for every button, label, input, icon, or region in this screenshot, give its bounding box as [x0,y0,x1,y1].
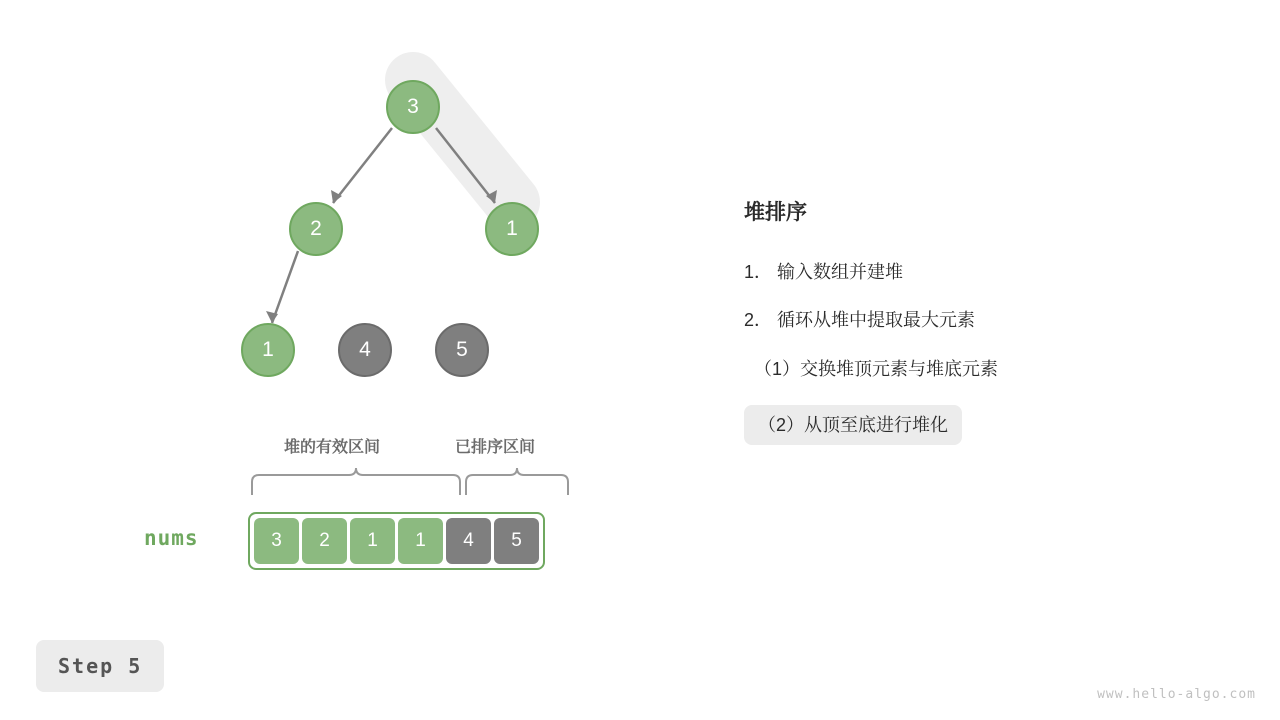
edge-left-leftleft [272,251,298,323]
array-cell [254,518,299,564]
array-name-label: nums [144,526,199,550]
tree-node-3-value: 1 [262,338,274,361]
array-cell [302,518,347,564]
panel-title: 堆排序 [744,201,807,224]
array-cell-value: 1 [367,530,378,551]
edge-root-left [333,128,392,203]
explanation-panel [744,196,1244,445]
tree-node-5-value: 5 [456,338,468,361]
tree-node-4 [338,323,392,377]
tree-node-0-value: 3 [407,95,419,118]
tree-node-3 [241,323,295,377]
panel-step-2-2: （2）从顶至底进行堆化 [744,405,962,445]
tree-node-0 [386,80,440,134]
array-cell [494,518,539,564]
panel-step-1: 1． 输入数组并建堆 [744,262,904,282]
panel-step-2-1: （1）交换堆顶元素与堆底元素 [754,358,999,379]
tree-node-1-value: 2 [310,217,322,240]
tree-node-2 [485,202,539,256]
label-heap-valid-region: 堆的有效区间 [284,439,381,456]
array-cell-value: 3 [271,530,282,551]
tree-node-4-value: 4 [359,338,371,361]
bracket-sorted-region [466,468,568,495]
array-cell-value: 5 [511,530,522,551]
tree-node-5 [435,323,489,377]
array-cell-value: 2 [319,530,330,551]
step-badge: Step 5 [36,640,164,692]
nums-array [248,512,545,570]
array-cell [350,518,395,564]
array-cell [398,518,443,564]
bracket-heap-region [252,468,460,495]
panel-step-2: 2． 循环从堆中提取最大元素 [744,310,976,331]
array-cell-value: 4 [463,530,474,551]
tree-node-1 [289,202,343,256]
array-cell-value: 1 [415,530,426,551]
label-sorted-region: 已排序区间 [455,439,536,456]
tree-node-2-value: 1 [506,217,518,240]
array-cell [446,518,491,564]
watermark: www.hello-algo.com [1097,687,1256,702]
